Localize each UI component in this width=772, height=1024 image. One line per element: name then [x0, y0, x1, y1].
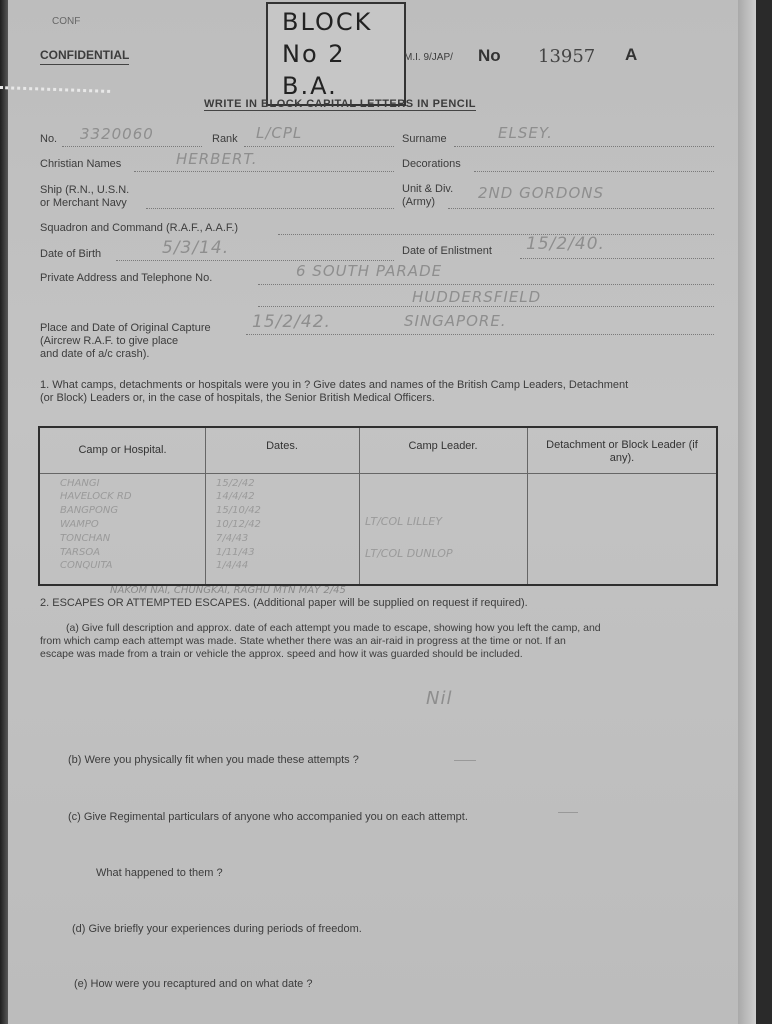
- camp-cell: CHANGI: [60, 478, 100, 489]
- camp-cell: TONCHAN: [60, 533, 111, 544]
- stamp-line-2: No 2: [282, 40, 346, 68]
- date-cell: 15/10/42: [216, 505, 261, 516]
- camp-cell: WAMPO: [60, 519, 99, 530]
- unit-label-1: Unit & Div.: [402, 183, 454, 195]
- col-header-detachment: Detachment or Block Leader (if any).: [546, 439, 698, 464]
- number-label: No: [478, 46, 501, 65]
- q2e-text: (e) How were you recaptured and on what date ?: [74, 978, 313, 990]
- dob-value: 5/3/14.: [162, 238, 230, 258]
- q2-heading: 2. ESCAPES OR ATTEMPTED ESCAPES. (Additional paper will be supplied on request if required).: [40, 597, 528, 609]
- camp-cell: HAVELOCK RD: [60, 491, 132, 502]
- q2c-dash: [558, 812, 578, 813]
- no-line: [62, 146, 202, 147]
- capture-date-value: 15/2/42.: [252, 312, 331, 332]
- col-header-camp: Camp or Hospital.: [78, 444, 167, 456]
- no-value: 3320060: [80, 125, 154, 143]
- squadron-line: [278, 234, 714, 235]
- q1-text-2: (or Block) Leaders or, in the case of hospitals, the Senior British Medical Officers.: [40, 392, 435, 404]
- camp-cell: BANGPONG: [60, 505, 119, 516]
- camp-cell: TARSOA: [60, 547, 101, 558]
- q1-text-1: 1. What camps, detachments or hospitals were you in ? Give dates and names of the British Camp Leaders, Detachment: [40, 379, 629, 391]
- instruction-heading: WRITE IN BLOCK CAPITAL LETTERS IN PENCIL: [204, 98, 476, 110]
- enlistment-label: Date of Enlistment: [402, 245, 492, 257]
- squadron-label: Squadron and Command (R.A.F., A.A.F.): [40, 222, 239, 234]
- rank-label: Rank: [212, 133, 238, 145]
- q2a-text-3: escape was made from a train or vehicle the approx. speed and how it was guarded should be included.: [40, 648, 523, 660]
- capture-label-3: and date of a/c crash).: [40, 348, 150, 360]
- leader-cell: LT/COL DUNLOP: [365, 547, 453, 560]
- overflow-entry: NAKOM NAI, CHUNGKAI, RAGHU MTN MAY 2/45: [110, 585, 346, 596]
- enlistment-value: 15/2/40.: [526, 234, 605, 254]
- confidential-label: CONFIDENTIAL: [40, 48, 129, 65]
- form-suffix: A: [625, 45, 638, 64]
- christian-names-value: HERBERT.: [176, 150, 258, 168]
- address-value-1: 6 SOUTH PARADE: [296, 262, 443, 280]
- q2b-text: (b) Were you physically fit when you made these attempts ?: [68, 754, 359, 766]
- leader-cell: LT/COL LILLEY: [365, 515, 443, 528]
- capture-label-1: Place and Date of Original Capture: [40, 322, 211, 334]
- page-edge: [738, 0, 756, 1024]
- ship-label-2: or Merchant Navy: [40, 197, 127, 209]
- q2a-answer: Nil: [426, 688, 453, 709]
- address-value-2: HUDDERSFIELD: [412, 288, 542, 306]
- surname-value: ELSEY.: [498, 124, 553, 142]
- surname-line: [454, 146, 714, 147]
- enlistment-line: [520, 258, 714, 259]
- date-cell: 14/4/42: [216, 491, 255, 502]
- capture-place-value: SINGAPORE.: [404, 312, 507, 330]
- corner-text: CONF: [52, 16, 81, 27]
- stamp-line-1: BLOCK: [282, 8, 373, 36]
- unit-line: [448, 208, 714, 209]
- christian-names-line: [134, 171, 394, 172]
- rank-line: [244, 146, 394, 147]
- date-cell: 1/11/43: [216, 547, 255, 558]
- q2a-text-2: from which camp each attempt was made. State whether there was an air-raid in progress at the time or not. If an: [40, 635, 566, 647]
- q2a-text-1: (a) Give full description and approx. date of each attempt you made to escape, showing how you left the camp, and: [66, 622, 601, 634]
- date-cell: 7/4/43: [216, 533, 249, 544]
- date-cell: 15/2/42: [216, 478, 255, 489]
- date-cell: 10/12/42: [216, 519, 261, 530]
- q2b-dash: [454, 760, 476, 761]
- form-number: 13957: [538, 46, 596, 67]
- ship-line: [146, 208, 394, 209]
- unit-value: 2ND GORDONS: [478, 184, 605, 202]
- address-line-2: [258, 306, 714, 307]
- unit-label-2: (Army): [402, 196, 435, 208]
- christian-names-label: Christian Names: [40, 158, 122, 170]
- rank-value: L/CPL: [256, 124, 303, 142]
- stamp-line-3: B.A.: [282, 72, 338, 100]
- date-cell: 1/4/44: [216, 560, 249, 571]
- q2c-text: (c) Give Regimental particulars of anyone who accompanied you on each attempt.: [68, 811, 468, 823]
- col-header-leader: Camp Leader.: [408, 440, 478, 452]
- decorations-line: [474, 171, 714, 172]
- dob-line: [116, 260, 394, 261]
- address-line-1: [258, 284, 714, 285]
- capture-label-2: (Aircrew R.A.F. to give place: [40, 335, 179, 347]
- q2c-followup: What happened to them ?: [96, 867, 223, 879]
- camp-cell: CONQUITA: [60, 560, 113, 571]
- capture-line: [246, 334, 714, 335]
- camps-table: [38, 426, 718, 586]
- ref-prefix: M.I. 9/JAP/: [404, 52, 453, 63]
- dob-label: Date of Birth: [40, 248, 102, 260]
- col-header-dates: Dates.: [266, 440, 298, 452]
- block-stamp: [266, 2, 406, 106]
- q2d-text: (d) Give briefly your experiences during periods of freedom.: [72, 923, 362, 935]
- surname-label: Surname: [402, 133, 447, 145]
- ship-label-1: Ship (R.N., U.S.N.: [40, 184, 130, 196]
- address-label: Private Address and Telephone No.: [40, 272, 213, 284]
- decorations-label: Decorations: [402, 158, 461, 170]
- no-label: No.: [40, 133, 58, 145]
